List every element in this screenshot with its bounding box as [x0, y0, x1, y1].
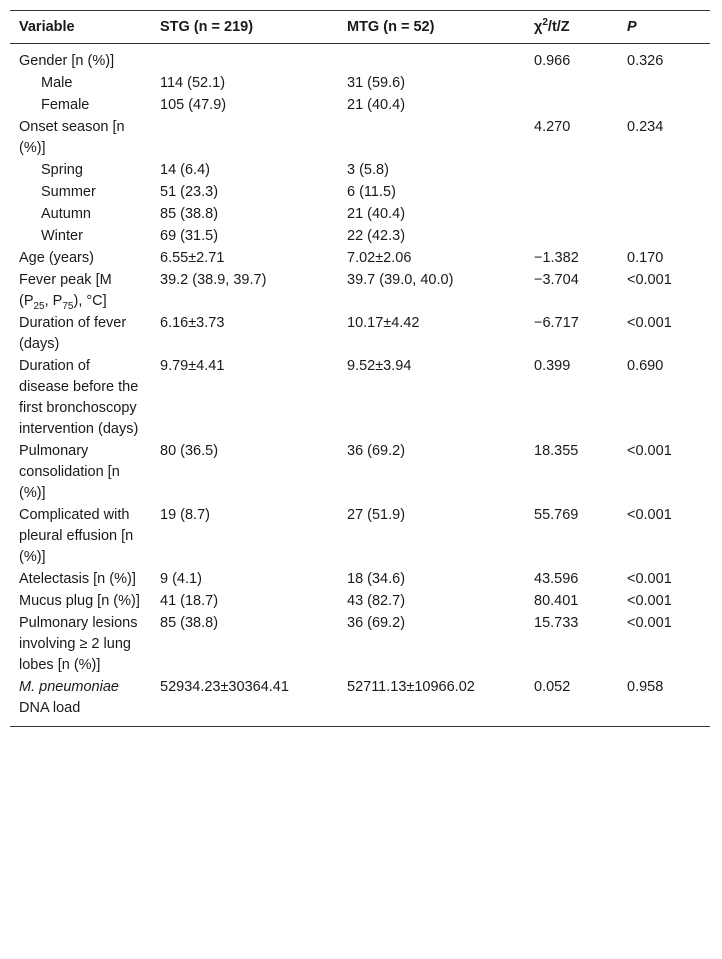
row-mtg-value: 36 (69.2) — [347, 443, 406, 459]
row-p-value: <0.001 — [627, 571, 672, 587]
row-mtg-value: 52711.13±10966.02 — [347, 679, 475, 695]
header-p: P — [627, 19, 637, 35]
row-statistic: 43.596 — [534, 571, 579, 587]
row-label: Pulmonary consolidation [n (%)] — [19, 443, 120, 501]
row-mtg-value: 31 (59.6) — [347, 75, 406, 91]
row-statistic: 4.270 — [534, 119, 571, 135]
header-stat-rest: /t/Z — [547, 19, 570, 35]
row-stg-value: 85 (38.8) — [160, 206, 219, 222]
row-p-value: <0.001 — [627, 615, 672, 631]
row-label: Gender [n (%)] — [19, 53, 115, 69]
header-stat-sup: 2 — [542, 17, 548, 29]
fever-peak-label-b: , P — [44, 293, 63, 309]
row-label: Pulmonary lesions involving ≥ 2 lung lobes [n (%)] — [19, 615, 138, 673]
row-statistic: 80.401 — [534, 593, 579, 609]
row-p-value: 0.958 — [627, 679, 664, 695]
row-label: Winter — [41, 228, 83, 244]
header-mtg: MTG (n = 52) — [347, 19, 435, 35]
table-row — [10, 569, 710, 591]
table-row — [10, 677, 710, 727]
dna-label-rest: DNA load — [19, 700, 81, 716]
table-body — [10, 44, 710, 727]
row-mtg-value: 10.17±4.42 — [347, 315, 420, 331]
fever-peak-sub-75: 75 — [62, 300, 74, 312]
table-row — [10, 356, 710, 441]
table-row — [10, 441, 710, 505]
row-label: Autumn — [41, 206, 91, 222]
comparison-table — [10, 10, 710, 727]
table-row — [10, 613, 710, 677]
table-row — [10, 270, 710, 313]
row-label: Male — [41, 75, 73, 91]
row-statistic: 0.399 — [534, 358, 571, 374]
row-mtg-value: 9.52±3.94 — [347, 358, 412, 374]
row-label: Onset season [n (%)] — [19, 119, 125, 156]
row-stg-value: 39.2 (38.9, 39.7) — [160, 272, 267, 288]
table-row — [10, 313, 710, 356]
row-label: Mucus plug [n (%)] — [19, 593, 140, 609]
row-p-value: <0.001 — [627, 593, 672, 609]
row-statistic: −3.704 — [534, 272, 579, 288]
row-label: Atelectasis [n (%)] — [19, 571, 136, 587]
row-mtg-value: 18 (34.6) — [347, 571, 406, 587]
row-mtg-value: 22 (42.3) — [347, 228, 406, 244]
row-mtg-value: 36 (69.2) — [347, 615, 406, 631]
table-row — [10, 505, 710, 569]
row-mtg-value: 43 (82.7) — [347, 593, 406, 609]
table-row — [10, 182, 710, 204]
row-p-value: 0.326 — [627, 53, 664, 69]
row-label: Duration of disease before the first bronchoscopy intervention (days) — [19, 358, 139, 437]
row-mtg-value: 7.02±2.06 — [347, 250, 412, 266]
row-statistic: 55.769 — [534, 507, 579, 523]
row-label: Summer — [41, 184, 96, 200]
row-stg-value: 14 (6.4) — [160, 162, 210, 178]
row-mtg-value: 6 (11.5) — [347, 184, 396, 200]
table-row — [10, 226, 710, 248]
row-stg-value: 41 (18.7) — [160, 593, 219, 609]
row-label: Female — [41, 97, 90, 113]
fever-peak-label-c: ), °C] — [73, 293, 107, 309]
table-row — [10, 204, 710, 226]
table-row — [10, 160, 710, 182]
row-label — [10, 677, 151, 727]
row-label: Age (years) — [19, 250, 94, 266]
row-mtg-value: 3 (5.8) — [347, 162, 389, 178]
row-mtg-value: 27 (51.9) — [347, 507, 406, 523]
header-statistic — [525, 11, 618, 44]
row-stg-value: 6.16±3.73 — [160, 315, 225, 331]
fever-peak-label-a: Fever peak [M (P — [19, 272, 112, 309]
row-p-value: <0.001 — [627, 507, 672, 523]
row-stg-value: 80 (36.5) — [160, 443, 219, 459]
row-statistic: 0.052 — [534, 679, 571, 695]
row-label: Duration of fever (days) — [19, 315, 127, 352]
row-stg-value: 9.79±4.41 — [160, 358, 225, 374]
table-row — [10, 44, 710, 73]
row-p-value: 0.234 — [627, 119, 664, 135]
row-stg-value: 69 (31.5) — [160, 228, 219, 244]
table-row — [10, 95, 710, 117]
fever-peak-sub-25: 25 — [33, 300, 45, 312]
table-row — [10, 591, 710, 613]
row-stg-value: 9 (4.1) — [160, 571, 202, 587]
row-statistic: −6.717 — [534, 315, 579, 331]
row-statistic: 0.966 — [534, 53, 571, 69]
row-stg-value: 105 (47.9) — [160, 97, 227, 113]
dna-label-organism: M. pneumoniae — [19, 679, 119, 695]
row-p-value: <0.001 — [627, 272, 672, 288]
row-stg-value: 52934.23±30364.41 — [160, 679, 289, 695]
row-p-value: <0.001 — [627, 443, 672, 459]
row-mtg-value: 21 (40.4) — [347, 206, 406, 222]
row-stg-value: 19 (8.7) — [160, 507, 210, 523]
row-statistic: 18.355 — [534, 443, 579, 459]
header-stat-chi: χ — [534, 19, 543, 35]
row-p-value: 0.170 — [627, 250, 664, 266]
header-stg: STG (n = 219) — [160, 19, 254, 35]
table-header — [10, 11, 710, 44]
header-row — [10, 11, 710, 44]
row-label: Spring — [41, 162, 83, 178]
row-stg-value: 51 (23.3) — [160, 184, 219, 200]
row-p-value: 0.690 — [627, 358, 664, 374]
row-stg-value: 85 (38.8) — [160, 615, 219, 631]
table-row — [10, 73, 710, 95]
table-row — [10, 117, 710, 160]
row-statistic: −1.382 — [534, 250, 579, 266]
row-label — [10, 270, 151, 313]
row-stg-value: 6.55±2.71 — [160, 250, 225, 266]
row-p-value: <0.001 — [627, 315, 672, 331]
header-variable: Variable — [19, 19, 75, 35]
row-statistic: 15.733 — [534, 615, 579, 631]
table-container — [10, 10, 710, 727]
table-row — [10, 248, 710, 270]
row-mtg-value: 39.7 (39.0, 40.0) — [347, 272, 454, 288]
row-label: Complicated with pleural effusion [n (%)] — [19, 507, 134, 565]
row-stg-value: 114 (52.1) — [160, 75, 226, 91]
row-mtg-value: 21 (40.4) — [347, 97, 406, 113]
